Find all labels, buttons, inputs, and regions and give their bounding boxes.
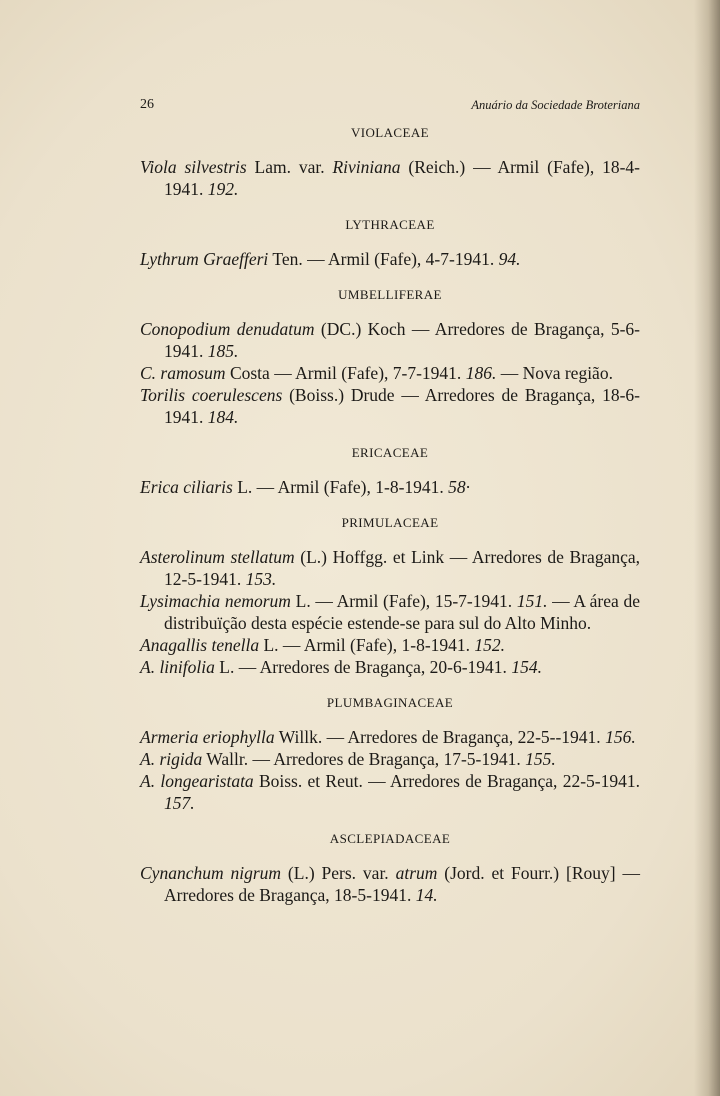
species-entry xyxy=(140,634,640,656)
entry-text: (L.) Pers. var. xyxy=(281,863,396,883)
specimen-number: 14. xyxy=(415,885,438,905)
entry-text: (Jord. et Fourr.) [Rouy] — Arredores de Bragança, 18-5-1941. xyxy=(164,863,640,905)
family-heading: ASCLEPIADACEAE xyxy=(329,831,451,846)
entry-text: L. — Arredores de Bragança, 20-6-1941. xyxy=(214,657,512,677)
page-header xyxy=(140,97,640,117)
species-entry xyxy=(140,318,640,362)
specimen-number: 155. xyxy=(525,749,556,769)
specimen-number: 186. xyxy=(465,363,497,383)
family-entries xyxy=(140,862,640,906)
taxon-name: Anagallis tenella xyxy=(140,635,260,655)
taxon-variety-name: atrum xyxy=(395,863,438,883)
specimen-number: 157. xyxy=(164,793,195,813)
species-entry xyxy=(140,248,640,270)
family-heading: UMBELLIFERAE xyxy=(338,287,442,302)
entry-text: L. — Armil (Fafe), 1-8-1941. xyxy=(232,477,449,497)
species-entry xyxy=(140,770,640,814)
specimen-number: 185. xyxy=(207,341,239,361)
page-gutter-shadow xyxy=(694,0,720,1096)
specimen-number: 151. xyxy=(516,591,548,611)
family-entries xyxy=(140,476,640,498)
entry-text: Ten. — Armil (Fafe), 4-7-1941. xyxy=(268,249,499,269)
entry-note: — Nova região. xyxy=(496,363,613,383)
taxon-variety-name: Riviniana xyxy=(332,157,401,177)
specimen-number: 152. xyxy=(474,635,506,655)
family-entries xyxy=(140,726,640,814)
species-entry xyxy=(140,656,640,678)
species-entry xyxy=(140,748,640,770)
family-entries xyxy=(140,318,640,428)
entry-text: Wallr. — Arredores de Bragança, 17-5-1941. xyxy=(202,749,526,769)
specimen-number: 94. xyxy=(498,249,521,269)
family-entries xyxy=(140,156,640,200)
species-list xyxy=(140,122,640,920)
family-heading: LYTHRACEAE xyxy=(345,217,435,232)
taxon-name: Armeria eriophylla xyxy=(140,727,275,747)
species-entry xyxy=(140,590,640,634)
family-heading: PRIMULACEAE xyxy=(341,515,439,530)
taxon-name: A. rigida xyxy=(140,749,203,769)
taxon-name: Asterolinum stellatum xyxy=(140,547,295,567)
species-entry xyxy=(140,476,640,498)
species-entry xyxy=(140,726,640,748)
entry-text: (Boiss.) Drude — Arredores de Bragança, 18-6-1941. xyxy=(164,385,640,427)
taxon-name: Conopodium denudatum xyxy=(140,319,315,339)
specimen-number: 156. xyxy=(605,727,636,747)
species-entry xyxy=(140,862,640,906)
family-heading: VIOLACEAE xyxy=(351,125,429,140)
entry-text: Lam. var. xyxy=(246,157,333,177)
species-entry xyxy=(140,384,640,428)
species-entry xyxy=(140,156,640,200)
taxon-name: A. longearistata xyxy=(140,771,254,791)
species-entry xyxy=(140,546,640,590)
entry-text: Boiss. et Reut. — Arredores de Bragança, 22-5-1941. xyxy=(253,771,640,791)
entry-text: L. — Armil (Fafe), 1-8-1941. xyxy=(259,635,475,655)
taxon-name: C. ramosum xyxy=(140,363,226,383)
taxon-name: Torilis coerulescens xyxy=(140,385,283,405)
family-heading: PLUMBAGINACEAE xyxy=(326,695,454,710)
page-number: 26 xyxy=(140,97,154,112)
family-entries xyxy=(140,546,640,678)
specimen-number: 184. xyxy=(207,407,239,427)
taxon-name: Viola silvestris xyxy=(140,157,247,177)
family-heading: ERICACEAE xyxy=(351,445,429,460)
entry-text: Willk. — Arredores de Bragança, 22-5--1941. xyxy=(274,727,606,747)
taxon-name: Cynanchum nigrum xyxy=(140,863,282,883)
family-entries xyxy=(140,248,640,270)
entry-text: Costa — Armil (Fafe), 7-7-1941. xyxy=(225,363,466,383)
entry-text: (Reich.) — Armil (Fafe), 18-4-1941. xyxy=(164,157,641,199)
specimen-number: 58· xyxy=(448,477,471,497)
taxon-name: Lythrum Graefferi xyxy=(140,249,269,269)
entry-note: — A área de distribuïção desta espécie estende-se para sul do Alto Minho. xyxy=(164,591,640,633)
specimen-number: 154. xyxy=(511,657,542,677)
specimen-number: 153. xyxy=(245,569,277,589)
entry-text: L. — Armil (Fafe), 15-7-1941. xyxy=(290,591,517,611)
taxon-name: Lysimachia nemorum xyxy=(140,591,291,611)
entry-text: (DC.) Koch — Arredores de Bragança, 5-6-1941. xyxy=(164,319,640,361)
running-title: Anuário da Sociedade Broteriana xyxy=(471,98,640,112)
species-entry xyxy=(140,362,640,384)
taxon-name: A. linifolia xyxy=(140,657,215,677)
entry-text: (L.) Hoffgg. et Link — Arredores de Bragança, 12-5-1941. xyxy=(164,547,640,589)
specimen-number: 192. xyxy=(207,179,239,199)
taxon-name: Erica ciliaris xyxy=(140,477,233,497)
